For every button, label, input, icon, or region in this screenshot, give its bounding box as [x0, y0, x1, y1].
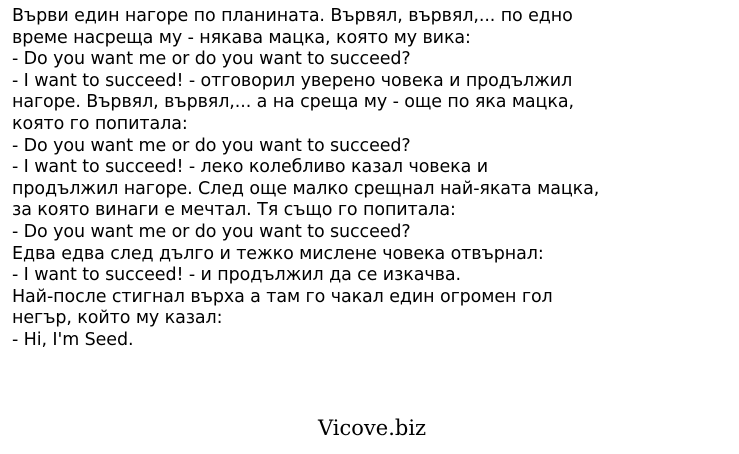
text-line: Върви един нагоре по планината. Вървял, вървял,... по едно [12, 6, 573, 26]
text-line: - I want to succeed! - и продължил да се изкачва. [12, 265, 461, 286]
text-line: - Do you want me or do you want to succeed? [12, 135, 411, 156]
text-line: - I want to succeed! - отговорил уверено човека и продължил [12, 70, 573, 91]
text-line: нагоре. Вървял, вървял,... а на среща му - още по яка мацка, [12, 92, 574, 113]
joke-text [12, 6, 732, 352]
text-line: време насреща му - някава мацка, която му вика: [12, 27, 471, 48]
text-line: продължил нагоре. След още малко срещнал най-яката мацка, [12, 178, 600, 199]
text-line: - I want to succeed! - леко колебливо казал човека и [12, 157, 489, 178]
text-line: Едва едва след дълго и тежко мислене човека отвърнал: [12, 243, 544, 264]
text-line: - Do you want me or do you want to succeed? [12, 49, 411, 70]
text-line: негър, който му казал: [12, 308, 223, 329]
text-line: - Hi, I'm Seed. [12, 329, 134, 350]
text-line: за която винаги е мечтал. Тя също го попитала: [12, 200, 456, 221]
text-line: - Do you want me or do you want to succeed? [12, 221, 411, 242]
text-line: която го попитала: [12, 113, 188, 134]
site-watermark: Vicove.biz [318, 416, 427, 440]
text-line: Най-после стигнал върха а там го чакал един огромен гол [12, 286, 553, 307]
